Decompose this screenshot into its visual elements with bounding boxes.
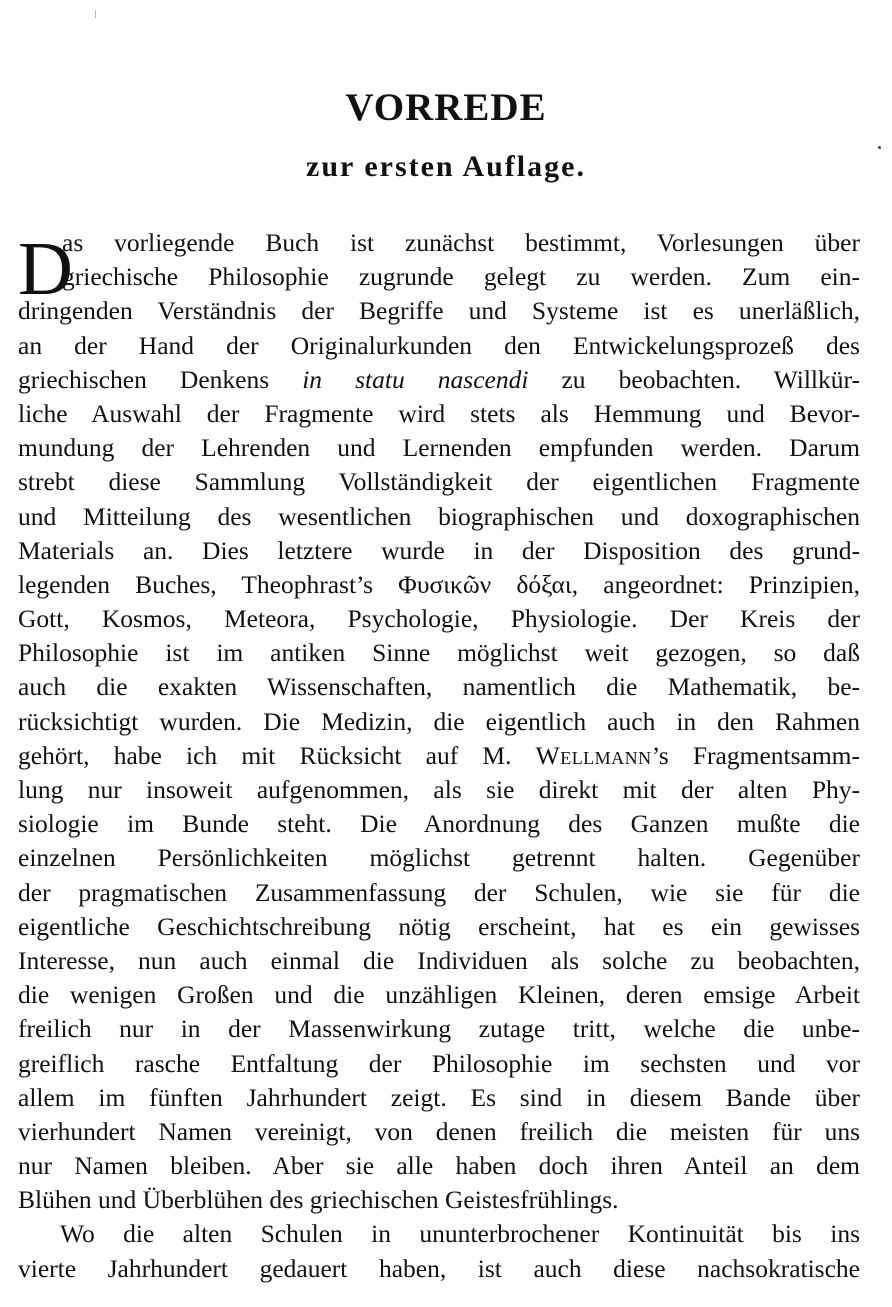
text-line: rücksichtigt wurden. Die Medizin, die eigentlich auch in den Rahmen	[18, 706, 860, 736]
scan-mark	[95, 10, 96, 18]
text-line: legenden Buches, Theophrast’s Φυσικῶν δόξαι, angeordnet: Prinzipien,	[18, 569, 860, 599]
author-name: Wellmann	[535, 740, 652, 770]
text-segment: ’s Fragmentsamm-	[651, 740, 860, 770]
text-line: die wenigen Großen und die unzähligen Kleinen, deren emsige Arbeit	[18, 980, 860, 1010]
text-line: einzelnen Persönlichkeiten möglichst getrennt halten. Gegenüber	[18, 843, 860, 873]
text-line: lung nur insoweit aufgenommen, als sie direkt mit der alten Phy-	[18, 775, 860, 804]
text-line: strebt diese Sammlung Vollständigkeit der eigentlichen Fragmente	[18, 467, 860, 497]
text-line: greiflich rasche Entfaltung der Philosophie im sechsten und vor	[18, 1048, 860, 1078]
text-line: Blühen und Überblühen des griechischen Geistesfrühlings.	[18, 1185, 619, 1215]
scan-dot	[878, 146, 881, 149]
text-line: Gott, Kosmos, Meteora, Psychologie, Physiologie. Der Kreis der	[18, 604, 860, 634]
text-segment: gehört, habe ich mit Rücksicht auf M.	[18, 740, 536, 770]
text-line: mundung der Lehrenden und Lernenden empfunden werden. Darum	[18, 433, 860, 463]
text-line: dringenden Verständnis der Begriffe und Systeme ist es unerläßlich,	[18, 296, 860, 326]
text-line: der pragmatischen Zusammenfassung der Schulen, wie sie für die	[18, 877, 860, 907]
text-line: vierte Jahrhundert gedauert haben, ist auch diese nachsokratische	[18, 1253, 860, 1283]
italic-phrase: in statu nascendi	[302, 364, 529, 394]
text-line: siologie im Bunde steht. Die Anordnung des Ganzen mußte die	[18, 809, 860, 839]
text-line: nur Namen bleiben. Aber sie alle haben doch ihren Anteil an dem	[18, 1151, 860, 1181]
text-line: Materials an. Dies letztere wurde in der Disposition des grund-	[18, 535, 860, 565]
text-line: liche Auswahl der Fragmente wird stets als Hemmung und Bevor-	[18, 398, 860, 428]
text-segment: griechischen Denkens	[18, 364, 303, 394]
text-line: Philosophie ist im antiken Sinne möglichst weit gezogen, so daß	[18, 638, 860, 668]
text-line: an der Hand der Originalurkunden den Entwickelungsprozeß des	[18, 330, 860, 360]
drop-cap: D	[18, 227, 73, 311]
text-line: griechische Philosophie zugrunde gelegt zu werden. Zum ein-	[62, 262, 860, 292]
text-line: Wo die alten Schulen in ununterbrochener Kontinuität bis ins	[60, 1219, 860, 1249]
text-line	[18, 739, 860, 773]
text-line: vierhundert Namen vereinigt, von denen freilich die meisten für uns	[18, 1116, 860, 1146]
body-text	[18, 226, 860, 1286]
page-title: VORREDE	[345, 86, 547, 129]
text-line: freilich nur in der Massenwirkung zutage tritt, welche die unbe-	[18, 1014, 860, 1044]
text-line: auch die exakten Wissenschaften, namentlich die Mathematik, be-	[18, 672, 860, 702]
page-subtitle: zur ersten Auflage.	[306, 150, 586, 183]
text-line	[18, 363, 860, 397]
text-line: allem im fünften Jahrhundert zeigt. Es sind in diesem Bande über	[18, 1082, 860, 1112]
text-line: eigentliche Geschichtschreibung nötig erscheint, hat es ein gewisses	[18, 911, 860, 941]
text-line: as vorliegende Buch ist zunächst bestimmt, Vorlesungen über	[62, 228, 860, 257]
text-segment: zu beobachten. Willkür-	[528, 364, 860, 394]
text-line: und Mitteilung des wesentlichen biographischen und doxographischen	[18, 501, 860, 531]
text-line: Interesse, nun auch einmal die Individuen als solche zu beobachten,	[18, 945, 860, 975]
